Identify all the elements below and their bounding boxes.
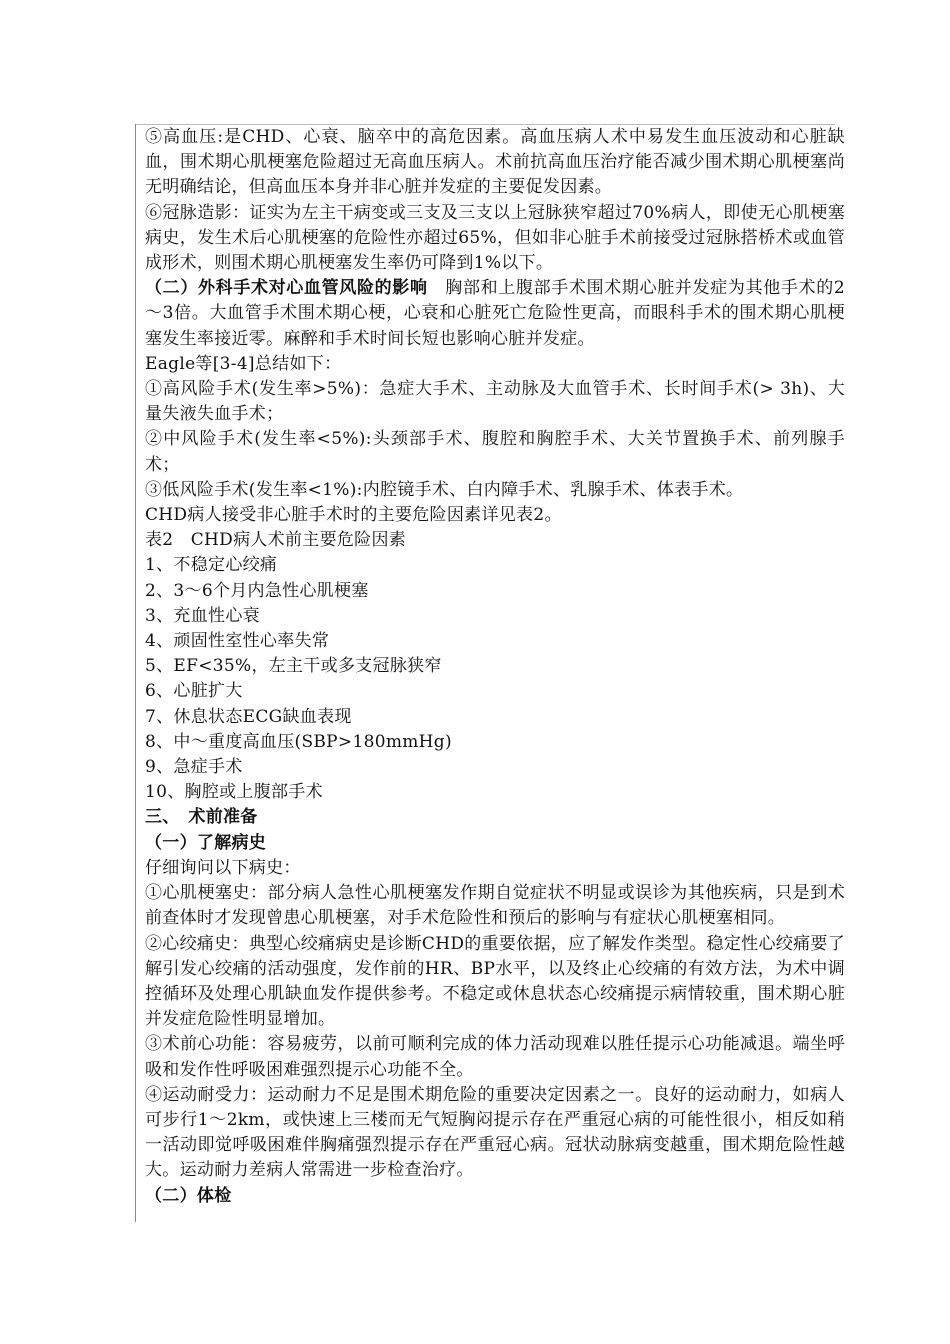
paragraph: [145, 856, 845, 881]
paragraph: [145, 201, 845, 277]
paragraph-text: 表2 CHD病人术前主要危险因素: [145, 530, 407, 551]
paragraph: [145, 377, 845, 427]
paragraph-text: ②中风险手术(发生率<5%):头颈部手术、腹腔和胸腔手术、大关节置换手术、前列腺手术；: [145, 429, 845, 475]
paragraph-text: 胸部和上腹部手术围术期心脏并发症为其他手术的2～3倍。大血管手术围术期心梗，心衰和心脏死亡危险性更高，而眼科手术的围术期心肌梗塞发生率接近零。麻醉和手术时间长短也影响心脏并发症。: [145, 278, 845, 349]
paragraph-text: 1、不稳定心绞痛: [145, 555, 278, 576]
paragraph-text: ①高风险手术(发生率>5%)：急症大手术、主动脉及大血管手术、长时间手术(> 3h)、大量失液失血手术；: [145, 379, 845, 425]
paragraph: [145, 427, 845, 477]
paragraph: [145, 881, 845, 931]
paragraph-text: ④运动耐受力：运动耐力不足是围术期危险的重要决定因素之一。良好的运动耐力，如病人可步行1～2km，或快速上三楼而无气短胸闷提示存在严重冠心病的可能性很小，相反如稍一活动即觉呼吸困难伴胸痛强烈提示存在严重冠心病。冠状动脉病变越重，围术期危险性越大。运动耐力差病人常需进一步检查治疗。: [145, 1084, 845, 1181]
paragraph-heading: （二）外科手术对心血管风险的影响: [145, 278, 428, 299]
paragraph: [145, 503, 845, 528]
list-item: [145, 579, 845, 604]
subsection-heading: [145, 831, 845, 856]
list-item: [145, 755, 845, 780]
paragraph: [145, 1083, 845, 1184]
paragraph-heading: （二）体检: [145, 1185, 232, 1206]
paragraph-text: 7、休息状态ECG缺血表现: [145, 706, 352, 727]
paragraph-text: 9、急症手术: [145, 757, 243, 778]
list-item: [145, 679, 845, 704]
subsection-heading: [145, 1184, 845, 1209]
list-item: [145, 780, 845, 805]
paragraph-heading: （一）了解病史: [145, 832, 267, 853]
paragraph: [145, 352, 845, 377]
paragraph-text: ⑥冠脉造影：证实为左主干病变或三支及三支以上冠脉狭窄超过70%病人，即使无心肌梗塞病史，发生术后心肌梗塞的危险性亦超过65%，但如非心脏手术前接受过冠脉搭桥术或血管成形术，则围术期心肌梗塞发生率仍可降到1%以下。: [145, 202, 845, 274]
paragraph: [145, 276, 845, 352]
list-item: [145, 730, 845, 755]
list-item: [145, 553, 845, 578]
paragraph: [145, 932, 845, 1033]
paragraph-text: CHD病人接受非心脏手术时的主要危险因素详见表2。: [145, 505, 562, 526]
table-caption: [145, 528, 845, 553]
paragraph-text: 4、顽固性室性心率失常: [145, 631, 330, 652]
paragraph-text: Eagle等[3-4]总结如下：: [145, 353, 342, 374]
paragraph-text: 6、心脏扩大: [145, 681, 243, 702]
document-body: [145, 125, 845, 1209]
list-item: [145, 654, 845, 679]
paragraph: [145, 1032, 845, 1082]
list-item: [145, 604, 845, 629]
paragraph-heading: 三、 术前准备: [145, 807, 258, 828]
paragraph-text: ②心绞痛史：典型心绞痛病史是诊断CHD的重要依据，应了解发作类型。稳定性心绞痛要了解引发心绞痛的活动强度，发作前的HR、BP水平，以及终止心绞痛的有效方法，为术中调控循环及处理心肌缺血发作提供参考。不稳定或休息状态心绞痛提示病情较重，围术期心脏并发症危险性明显增加。: [145, 933, 845, 1030]
paragraph: [145, 478, 845, 503]
paragraph-text: 仔细询问以下病史：: [145, 857, 301, 878]
paragraph-text: ①心肌梗塞史：部分病人急性心肌梗塞发作期自觉症状不明显或误诊为其他疾病，只是到术前查体时才发现曾患心肌梗塞，对手术危险性和预后的影响与有症状心肌梗塞相同。: [145, 883, 845, 929]
paragraph-text: 10、胸腔或上腹部手术: [145, 782, 323, 803]
list-item: [145, 629, 845, 654]
table-border-left: [135, 124, 136, 1222]
section-heading: [145, 805, 845, 830]
list-item: [145, 705, 845, 730]
paragraph-text: ⑤高血压:是CHD、心衰、脑卒中的高危因素。高血压病人术中易发生血压波动和心脏缺血，围术期心肌梗塞危险超过无高血压病人。术前抗高血压治疗能否减少围术期心肌梗塞尚无明确结论，但高血压本身并非心脏并发症的主要促发因素。: [145, 127, 845, 198]
paragraph-text: ③低风险手术(发生率<1%):内腔镜手术、白内障手术、乳腺手术、体表手术。: [145, 479, 744, 500]
paragraph-text: 3、充血性心衰: [145, 605, 260, 626]
paragraph-text: 5、EF<35%，左主干或多支冠脉狭窄: [145, 656, 442, 677]
paragraph: [145, 125, 845, 201]
paragraph-text: 2、3～6个月内急性心肌梗塞: [145, 580, 369, 601]
paragraph-text: 8、中～重度高血压(SBP>180mmHg): [145, 731, 452, 752]
paragraph-text: ③术前心功能：容易疲劳，以前可顺利完成的体力活动现难以胜任提示心功能减退。端坐呼吸和发作性呼吸困难强烈提示心功能不全。: [145, 1034, 845, 1080]
